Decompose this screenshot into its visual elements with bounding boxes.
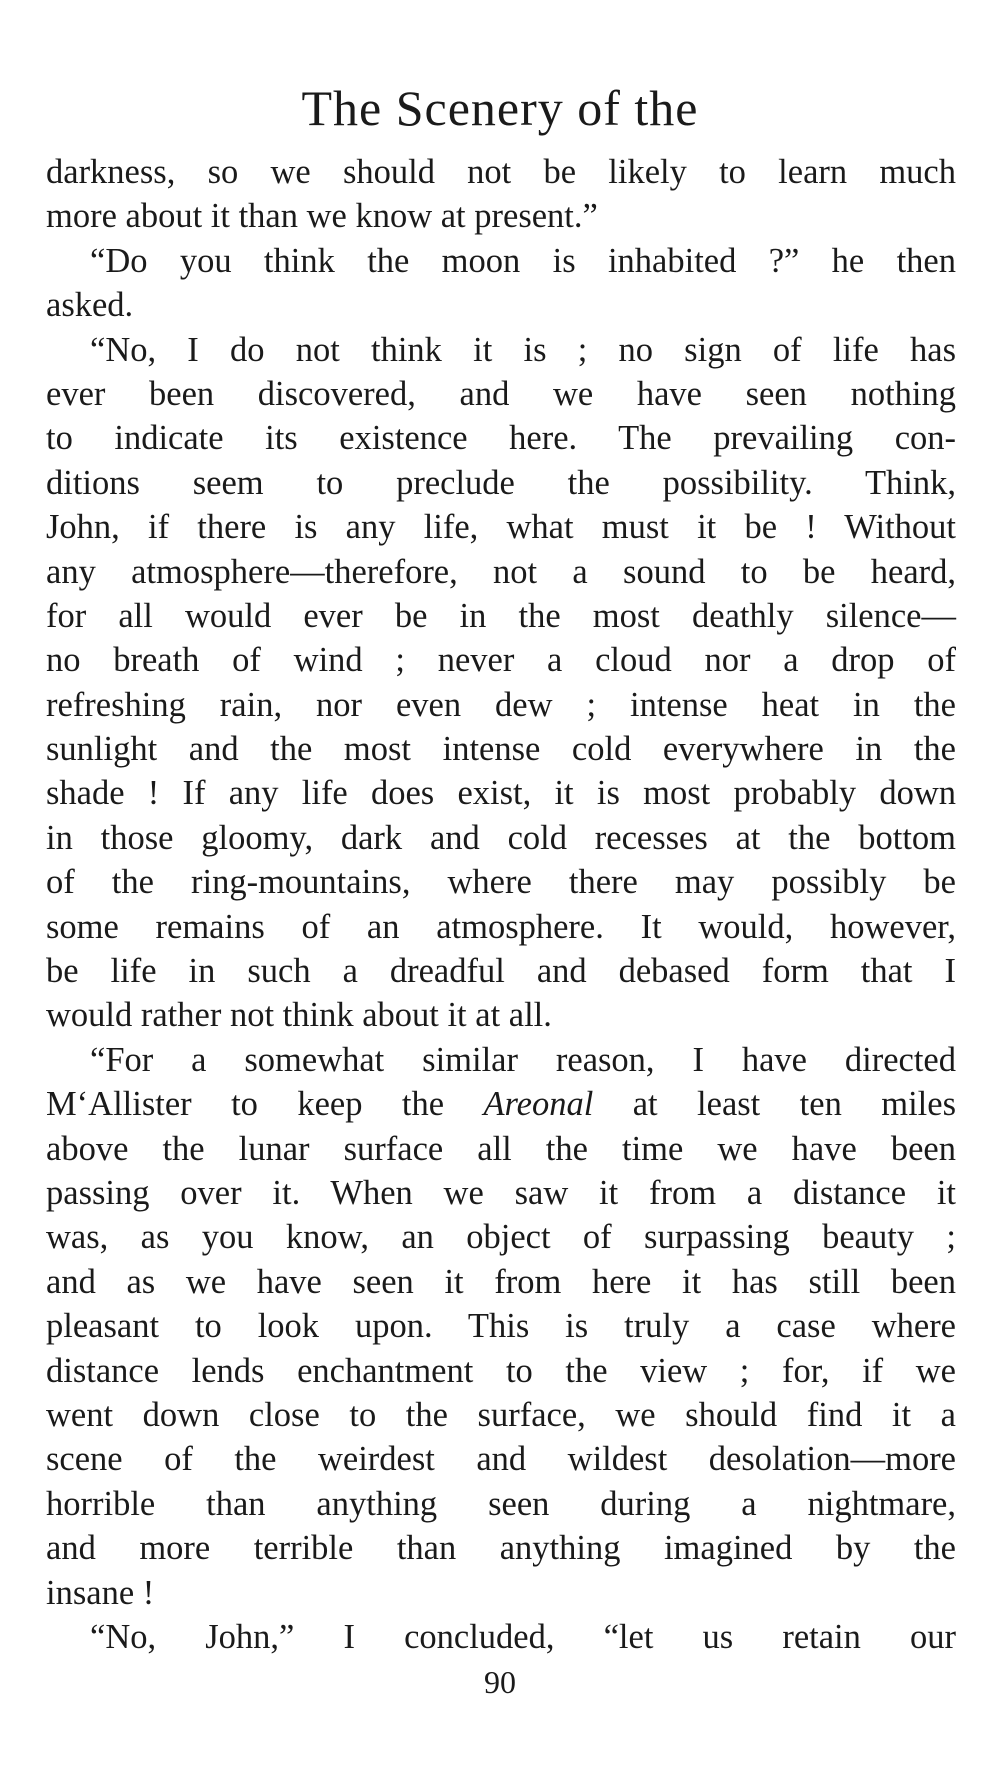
text-line: for all would ever be in the most deathly silence— — [46, 596, 956, 635]
text-line: ditions seem to preclude the possibility. Think, — [46, 463, 956, 502]
text-line: more about it than we know at present.” — [46, 197, 598, 236]
text-line: be life in such a dreadful and debased form that I — [46, 952, 956, 991]
text-line: refreshing rain, nor even dew ; intense heat in the — [46, 685, 956, 724]
text-line: shade ! If any life does exist, it is most probably down — [46, 774, 956, 813]
running-head: The Scenery of the — [301, 80, 699, 136]
text-line: would rather not think about it at all. — [46, 996, 552, 1035]
text-line: any atmosphere—therefore, not a sound to be heard, — [46, 552, 956, 591]
text-line: and as we have seen it from here it has still been — [46, 1262, 956, 1301]
text-line: passing over it. When we saw it from a distance it — [46, 1173, 956, 1212]
text-line: scene of the weirdest and wildest desolation—more — [46, 1440, 956, 1479]
text-segment: M‘Allister to keep the — [46, 1085, 484, 1124]
text-line: of the ring-mountains, where there may possibly be — [46, 863, 956, 902]
text-line: John, if there is any life, what must it be ! Without — [46, 508, 956, 547]
text-line: no breath of wind ; never a cloud nor a drop of — [46, 641, 956, 680]
text-line: above the lunar surface all the time we have been — [46, 1129, 956, 1168]
text-line: “No, I do not think it is ; no sign of life has — [90, 330, 956, 369]
text-line: “For a somewhat similar reason, I have directed — [90, 1040, 956, 1079]
text-line: sunlight and the most intense cold everywhere in the — [46, 730, 956, 769]
text-line: asked. — [46, 286, 134, 325]
text-line: “No, John,” I concluded, “let us retain our — [90, 1617, 956, 1656]
text-line: and more terrible than anything imagined by the — [46, 1529, 956, 1568]
text-line — [46, 1082, 956, 1126]
text-segment: at least ten miles — [593, 1085, 956, 1124]
text-line: darkness, so we should not be likely to learn much — [46, 153, 956, 191]
text-line: pleasant to look upon. This is truly a case where — [46, 1307, 956, 1346]
text-line: went down close to the surface, we should find it a — [46, 1395, 956, 1434]
text-line: some remains of an atmosphere. It would, however, — [46, 907, 956, 946]
text-line: ever been discovered, and we have seen nothing — [46, 374, 956, 413]
text-line: distance lends enchantment to the view ; for, if we — [46, 1351, 956, 1390]
ship-name: Areonal — [483, 1085, 594, 1124]
text-line: “Do you think the moon is inhabited ?” he then — [90, 241, 956, 280]
body-text — [46, 150, 956, 1659]
text-line: insane ! — [46, 1573, 155, 1612]
text-line: was, as you know, an object of surpassing beauty ; — [46, 1218, 956, 1257]
text-line: in those gloomy, dark and cold recesses at the bottom — [46, 818, 956, 857]
page-number: 90 — [484, 1664, 516, 1700]
text-line: horrible than anything seen during a nightmare, — [46, 1484, 956, 1523]
text-line: to indicate its existence here. The prevailing con- — [46, 419, 956, 458]
